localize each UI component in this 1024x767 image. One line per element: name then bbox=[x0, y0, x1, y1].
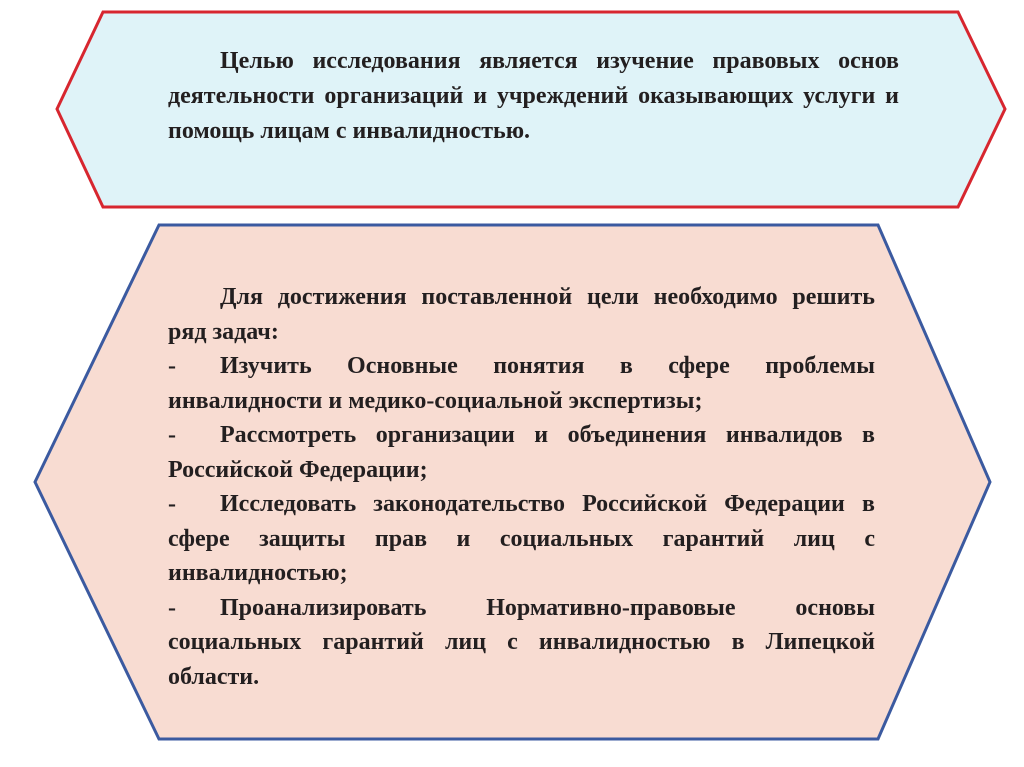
goal-text: Целью исследования является изучение правовых основ деятельности организаций и учреждений оказывающих услуги и помощь лицам с инвалидностью. bbox=[168, 48, 899, 144]
task-marker: - bbox=[168, 491, 176, 517]
task-marker: - bbox=[168, 594, 176, 621]
task-marker: - bbox=[168, 422, 176, 448]
task-item bbox=[168, 487, 875, 591]
task-text: Рассмотреть организации и объединения инвалидов в Российской Федерации; bbox=[168, 422, 875, 483]
tasks-intro: Для достижения поставленной цели необходимо решить ряд задач: bbox=[168, 284, 875, 345]
task-text: Проанализировать Нормативно-правовые основы социальных гарантий лиц с инвалидностью в Липецкой области. bbox=[168, 594, 875, 690]
task-text: Исследовать законодательство Российской Федерации в сфере защиты прав и социальных гарантий лиц с инвалидностью; bbox=[168, 491, 875, 586]
task-item bbox=[168, 349, 875, 418]
task-item bbox=[168, 418, 875, 487]
task-item bbox=[168, 591, 875, 695]
task-text: Изучить Основные понятия в сфере проблемы инвалидности и медико-социальной экспертизы; bbox=[168, 353, 875, 414]
tasks-block bbox=[168, 280, 875, 694]
task-marker: - bbox=[168, 353, 176, 379]
